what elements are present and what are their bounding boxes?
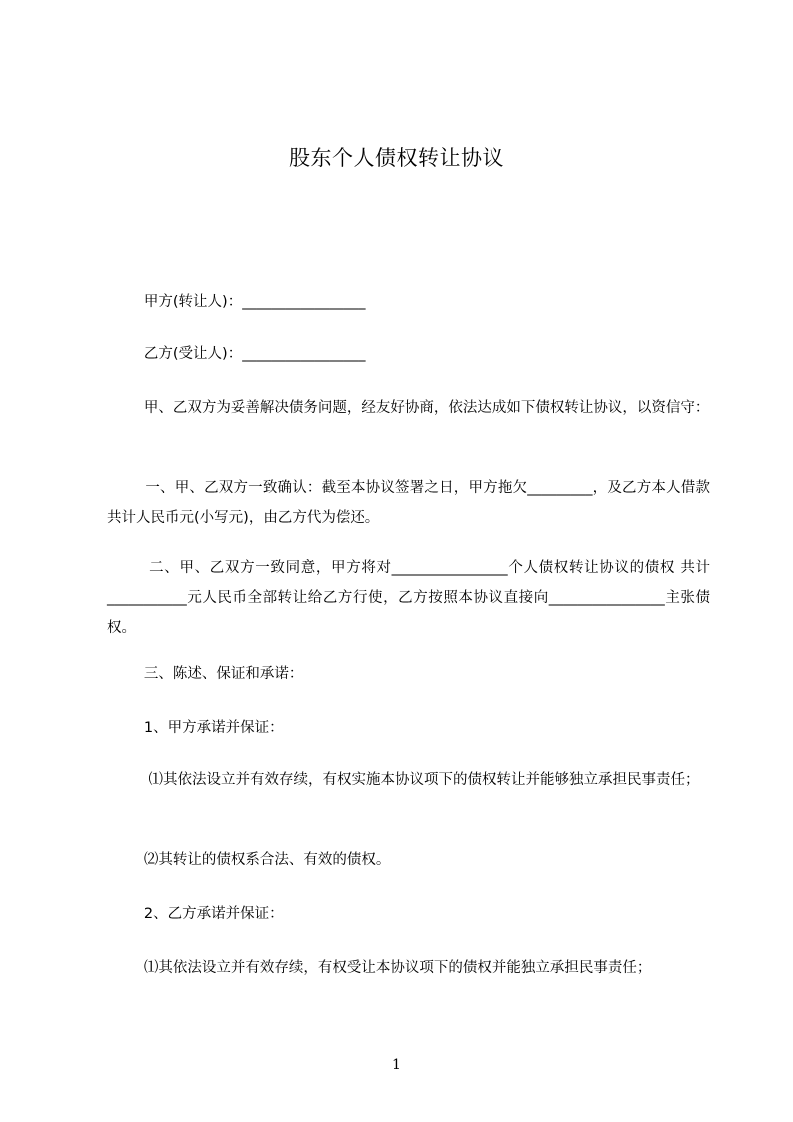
preamble-paragraph: 甲、乙双方为妥善解决债务问题，经友好协商，依法达成如下债权转让协议，以资信守：	[107, 400, 710, 416]
clause-3-heading: 三、陈述、保证和承诺：	[107, 666, 304, 682]
party-b-warranty-heading: 2、乙方承诺并保证：	[107, 906, 284, 922]
clause-2-paragraph: 二、甲、乙双方一致同意，甲方将对________________个人债权转让协议的债权 共计___________元人民币全部转让给乙方行使，乙方按照本协议直接向________________主张债权。	[107, 560, 710, 636]
party-b-line: 乙方(受让人)：_________________	[107, 346, 366, 362]
page-number: 1	[392, 1057, 401, 1073]
document-title: 股东个人债权转让协议	[289, 146, 504, 170]
party-b-warranty-item-1: ⑴其依法设立并有效存续，有权受让本协议项下的债权并能独立承担民事责任；	[107, 960, 652, 976]
party-a-warranty-item-2: ⑵其转让的债权系合法、有效的债权。	[107, 852, 391, 868]
clause-1-paragraph: 一、甲、乙双方一致确认：截至本协议签署之日，甲方拖欠_________，及乙方本人借款共计人民币元(小写元)，由乙方代为偿还。	[107, 480, 710, 526]
party-a-warranty-heading: 1、甲方承诺并保证：	[107, 720, 284, 736]
party-a-line: 甲方(转让人)：_________________	[107, 294, 366, 310]
party-a-warranty-item-1: ⑴其依法设立并有效存续，有权实施本协议项下的债权转让并能够独立承担民事责任；	[107, 772, 700, 788]
